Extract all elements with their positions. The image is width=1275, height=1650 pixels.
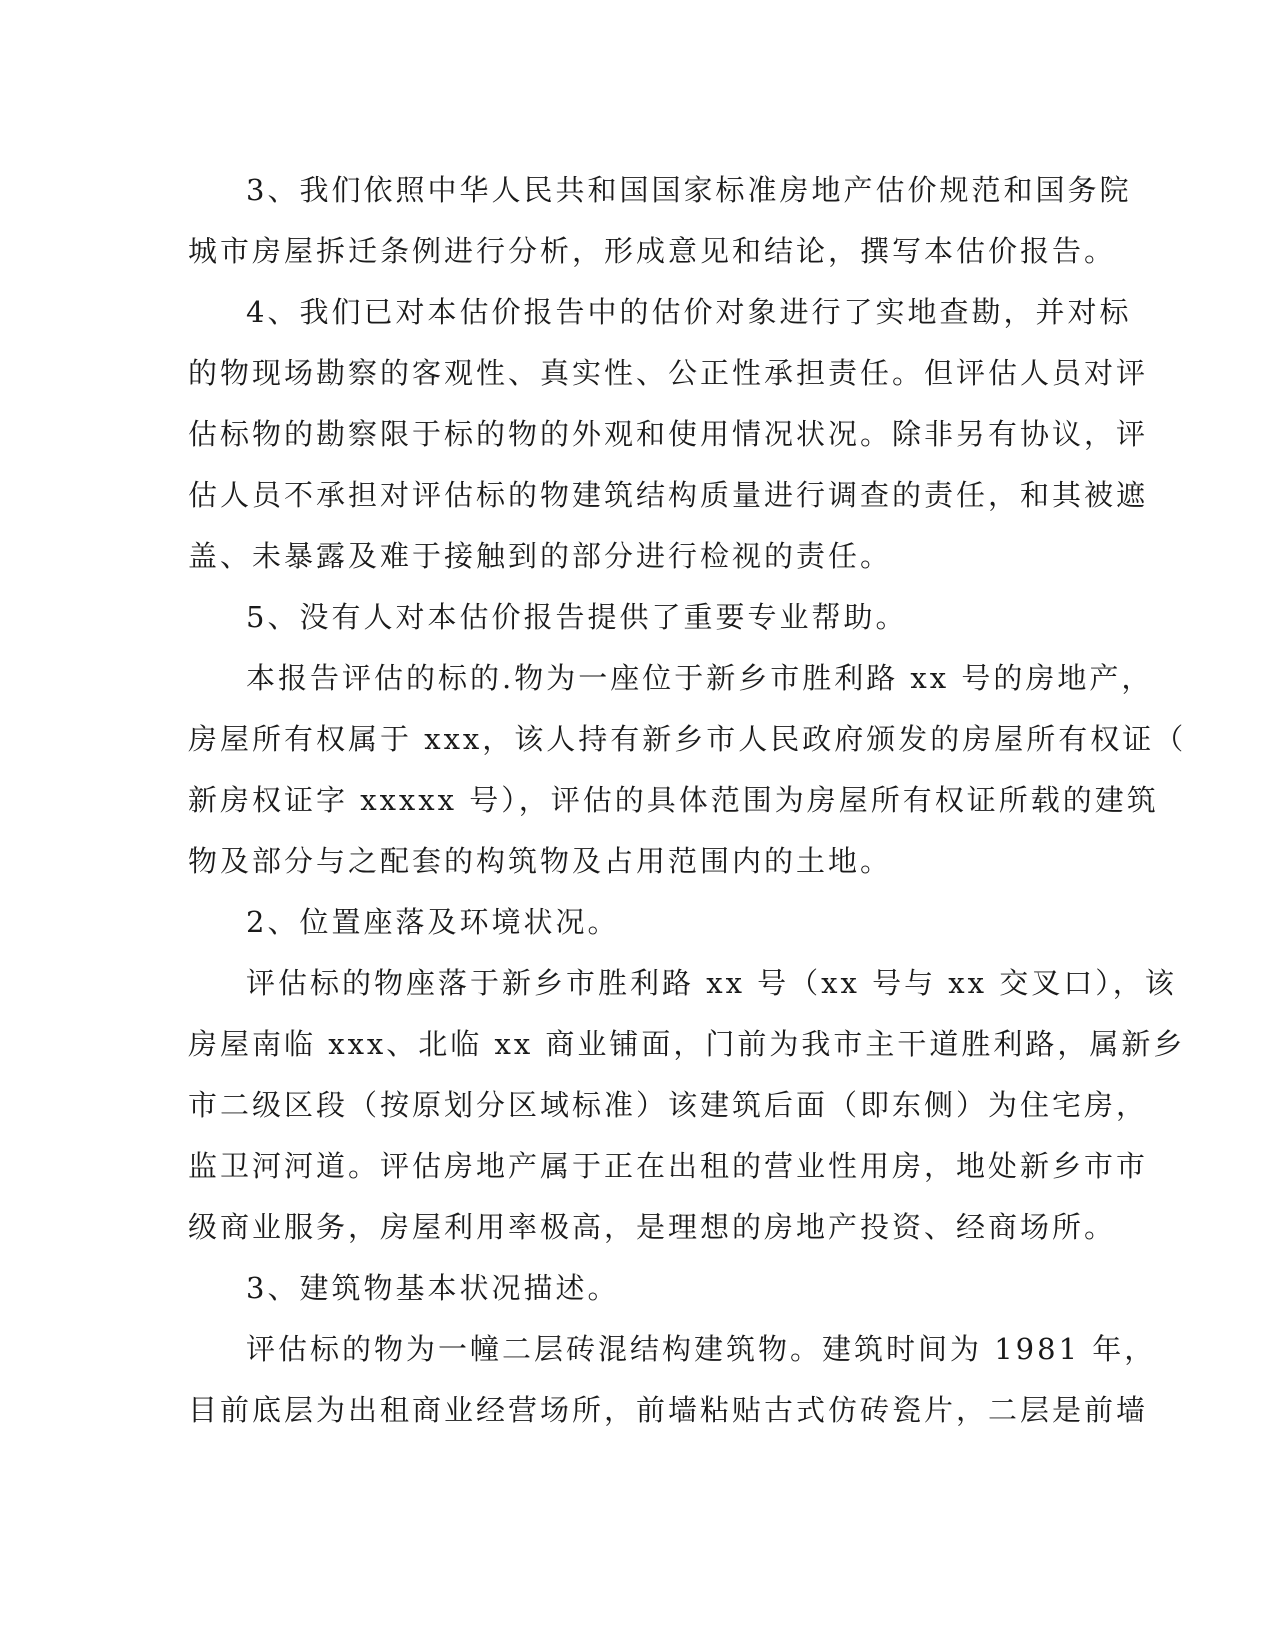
text-line: 4、我们已对本估价报告中的估价对象进行了实地查勘，并对标 — [246, 295, 1132, 329]
text-line: 5、没有人对本估价报告提供了重要专业帮助。 — [246, 600, 908, 634]
text-line: 评估标的物为一幢二层砖混结构建筑物。建筑时间为 1981 年， — [246, 1332, 1157, 1366]
text-line: 的物现场勘察的客观性、真实性、公正性承担责任。但评估人员对评 — [188, 356, 1149, 390]
text-line: 估标物的勘察限于标的物的外观和使用情况状况。除非另有协议，评 — [188, 417, 1149, 451]
text-line: 本报告评估的标的.物为一座位于新乡市胜利路 xx 号的房地产， — [246, 661, 1154, 695]
text-line: 房屋所有权属于 xxx，该人持有新乡市人民政府颁发的房屋所有权证（ — [188, 722, 1187, 756]
text-line: 3、建筑物基本状况描述。 — [246, 1271, 620, 1305]
paragraph-building — [188, 1319, 1157, 1441]
text-line: 目前底层为出租商业经营场所，前墙粘贴古式仿砖瓷片，二层是前墙 — [188, 1393, 1149, 1427]
text-line: 盖、未暴露及难于接触到的部分进行检视的责任。 — [188, 539, 893, 573]
text-line: 城市房屋拆迁条例进行分析，形成意见和结论，撰写本估价报告。 — [188, 234, 1117, 268]
text-line: 评估标的物座落于新乡市胜利路 xx 号（xx 号与 xx 交叉口），该 — [246, 966, 1177, 1000]
section-heading-building — [188, 1258, 1053, 1319]
text-line: 物及部分与之配套的构筑物及占用范围内的土地。 — [188, 844, 893, 878]
text-line: 监卫河河道。评估房地产属于正在出租的营业性用房，地处新乡市市 — [188, 1149, 1149, 1183]
text-line: 市二级区段（按原划分区域标准）该建筑后面（即东侧）为住宅房， — [188, 1088, 1149, 1122]
paragraph-4-inspection — [188, 282, 1149, 587]
paragraph-5-assistance — [188, 587, 1053, 648]
text-line: 新房权证字 xxxxx 号），评估的具体范围为房屋所有权证所载的建筑 — [188, 783, 1159, 817]
paragraph-location — [188, 953, 1186, 1258]
document-body — [188, 160, 1187, 1441]
text-line: 2、位置座落及环境状况。 — [246, 905, 620, 939]
text-line: 3、我们依照中华人民共和国国家标准房地产估价规范和国务院 — [246, 173, 1132, 207]
paragraph-subject-property — [188, 648, 1187, 892]
paragraph-3-standards — [188, 160, 1132, 282]
section-heading-location — [188, 892, 1053, 953]
text-line: 房屋南临 xxx、北临 xx 商业铺面，门前为我市主干道胜利路，属新乡 — [188, 1027, 1186, 1061]
text-line: 估人员不承担对评估标的物建筑结构质量进行调查的责任，和其被遮 — [188, 478, 1149, 512]
text-line: 级商业服务，房屋利用率极高，是理想的房地产投资、经商场所。 — [188, 1210, 1117, 1244]
